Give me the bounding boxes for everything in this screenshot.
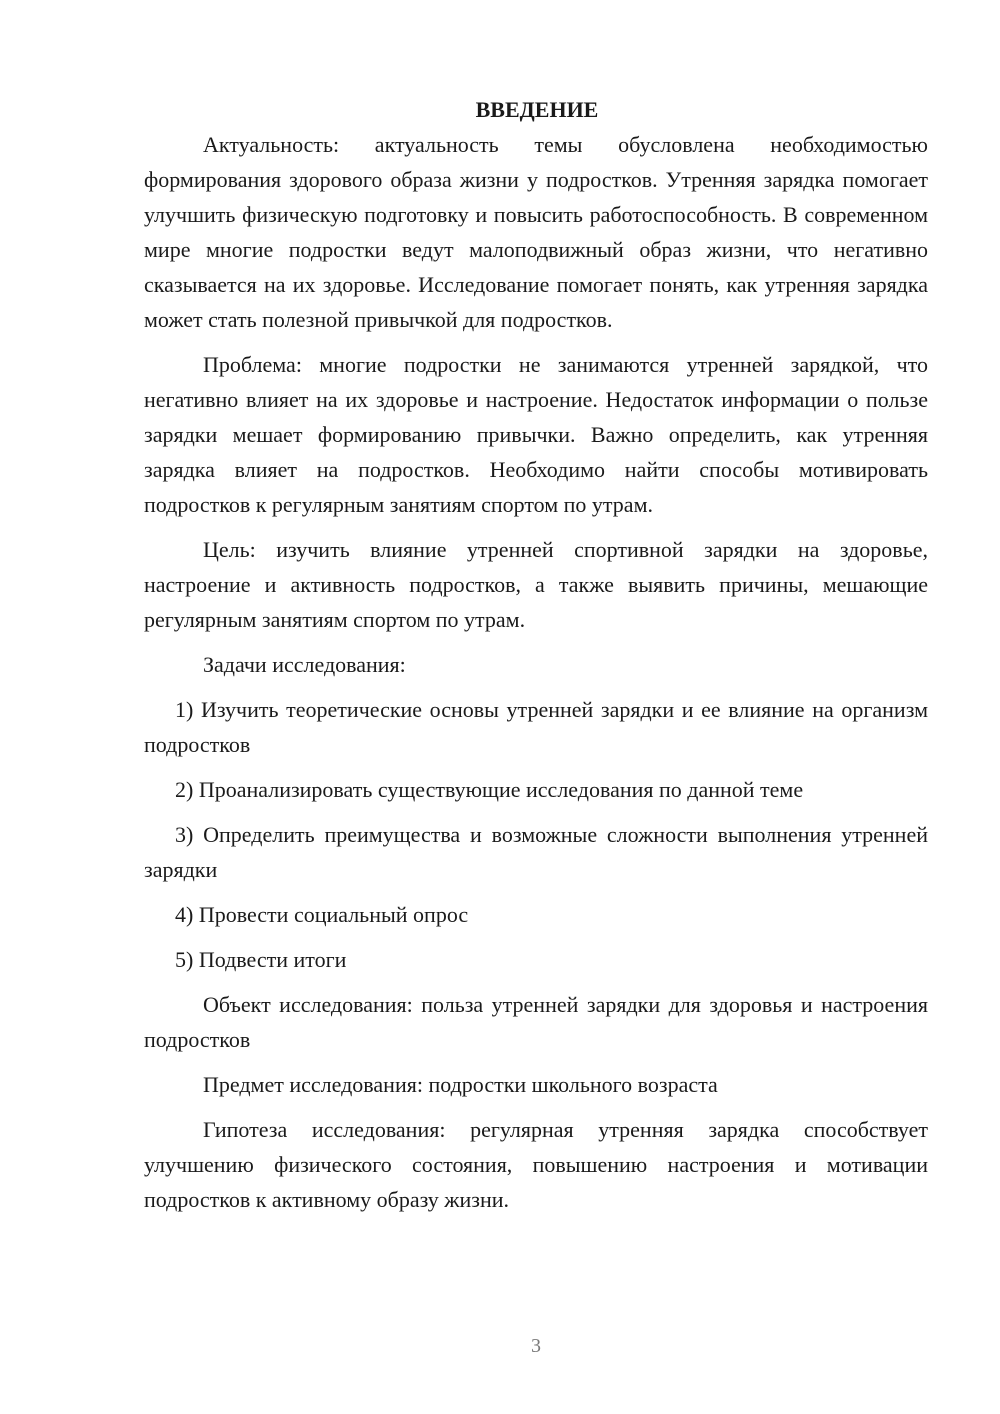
document-page <box>144 92 928 1217</box>
task-item-4: 4) Провести социальный опрос <box>175 902 469 927</box>
task-item-3: 3) Определить преимущества и возможные сложности выполнения утренней зарядки <box>144 822 928 882</box>
task-item-5: 5) Подвести итоги <box>175 947 347 972</box>
task-item-1: 1) Изучить теоретические основы утренней зарядки и ее влияние на организм подростков <box>144 697 928 757</box>
page-number: 3 <box>531 1335 541 1357</box>
paragraph-hypothesis: Гипотеза исследования: регулярная утренняя зарядка способствует улучшению физического состояния, повышению настроения и мотивации подростков к активному образу жизни. <box>144 1117 928 1212</box>
paragraph-goal: Цель: изучить влияние утренней спортивной зарядки на здоровье, настроение и активность подростков, а также выявить причины, мешающие регулярным занятиям спортом по утрам. <box>144 537 928 632</box>
task-item-2: 2) Проанализировать существующие исследования по данной теме <box>175 777 804 802</box>
paragraph-problem: Проблема: многие подростки не занимаются утренней зарядкой, что негативно влияет на их здоровье и настроение. Недостаток информации о пользе зарядки мешает формированию привычки. Важно определить, как утренняя зарядка влияет на подростков. Необходимо найти способы мотивировать подростков к регулярным занятиям спортом по утрам. <box>144 352 928 517</box>
paragraph-tasks-heading: Задачи исследования: <box>203 652 406 677</box>
paragraph-relevance: Актуальность: актуальность темы обусловлена необходимостью формирования здорового образа жизни у подростков. Утренняя зарядка помогает улучшить физическую подготовку и повысить работоспособность. В современном мире многие подростки ведут малоподвижный образ жизни, что негативно сказывается на их здоровье. Исследование помогает понять, как утренняя зарядка может стать полезной привычкой для подростков. <box>144 132 928 332</box>
section-title: ВВЕДЕНИЕ <box>475 97 599 122</box>
paragraph-subject: Предмет исследования: подростки школьного возраста <box>203 1072 718 1097</box>
paragraph-object: Объект исследования: польза утренней зарядки для здоровья и настроения подростков <box>144 992 928 1052</box>
